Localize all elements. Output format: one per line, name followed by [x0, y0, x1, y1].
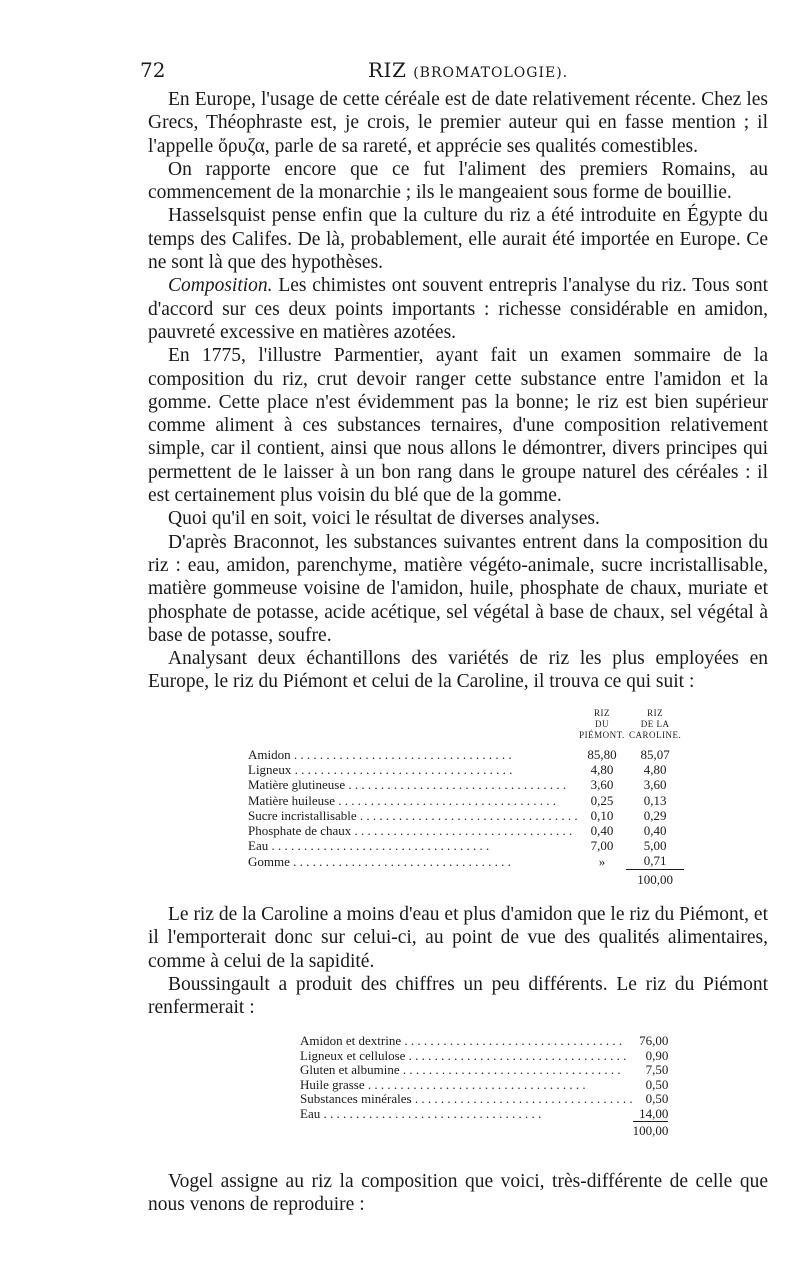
leader-dots	[335, 793, 556, 808]
leader-dots	[291, 762, 512, 777]
table-row	[248, 762, 684, 777]
table-row	[248, 747, 684, 762]
row-label: Amidon et dextrine	[300, 1034, 402, 1048]
value-piemont: 0,25	[590, 792, 614, 808]
row-label: Gluten et albumine	[300, 1063, 400, 1077]
row-label: Matière glutineuse	[248, 777, 346, 793]
paragraph-romains: On rapporte encore que ce fut l'aliment des premiers Romains, au commencement de la monarchie ; ils le mangeaient sous forme de bouillie.	[148, 158, 768, 204]
leader-dots	[268, 838, 489, 853]
row-label: Amidon	[248, 747, 291, 762]
paragraph-caroline: Le riz de la Caroline a moins d'eau et plus d'amidon que le riz du Piémont, et il l'emporterait donc sur celui-ci, au point de vue des qualités alimentaires, comme à celui de la sapidité.	[148, 904, 768, 972]
value-piemont: 0,40	[590, 823, 614, 839]
table-row	[248, 838, 684, 853]
table-row	[248, 823, 684, 838]
value-caroline: 0,71	[643, 853, 667, 869]
paragraph-analysant: Analysant deux échantillons des variétés de riz les plus employées en Europe, le riz du Piémont et celui de la Caroline, il trouva ce qui suit :	[148, 648, 768, 693]
row-label: Gomme	[248, 853, 290, 869]
composition-text: Les chimistes ont souvent entrepris l'analyse du riz. Tous sont d'accord sur ces deux points importants : richesse considérable en amidon, pauvreté excessive en matières azotées.	[148, 275, 768, 343]
table-row	[300, 1063, 668, 1078]
value-caroline: 4,80	[643, 762, 667, 778]
total-value: 100,00	[632, 1123, 669, 1138]
row-label: Phosphate de chaux	[248, 823, 352, 839]
leader-dots	[345, 777, 566, 792]
value-piemont: 7,00	[590, 838, 614, 854]
value-piemont: 4,80	[590, 762, 614, 778]
row-value: 76,00	[639, 1033, 669, 1048]
table-row	[300, 1049, 668, 1064]
value-caroline: 0,40	[643, 823, 667, 839]
value-caroline: 3,60	[643, 777, 667, 793]
row-label: Eau	[300, 1106, 321, 1121]
value-piemont: 85,80	[587, 747, 617, 762]
leader-dots	[401, 1034, 622, 1048]
paragraph-parmentier: En 1775, l'illustre Parmentier, ayant fait un examen sommaire de la composition du riz, crut devoir ranger cette substance entre l'amidon et la gomme. Cette place n'est évidemment pas la bonne; le riz est bien supérieur comme aliment à ces substances ternaires, d'une composition relativement simple, car il contient, ainsi que nous allons le démontrer, divers principes qui permettent de le laisser à un bon rang dans le groupe naturel des céréales : il est certainement plus voisin du blé que de la gomme.	[148, 345, 768, 507]
running-head	[368, 58, 568, 82]
paragraph-boussingault: Boussingault a produit des chiffres un peu différents. Le riz du Piémont renfermerait :	[148, 973, 768, 1019]
paragraph-composition	[148, 274, 768, 344]
main-text-continued	[148, 903, 768, 1019]
leader-dots	[290, 854, 511, 869]
boussingault-table	[300, 1034, 668, 1139]
row-value: 7,50	[645, 1062, 669, 1077]
value-piemont: »	[598, 853, 606, 869]
row-value: 14,00	[639, 1105, 669, 1121]
row-label: Ligneux et cellulose	[300, 1048, 406, 1063]
value-caroline: 0,29	[643, 807, 667, 823]
row-label: Ligneux	[248, 762, 292, 778]
paragraph-vogel: Vogel assigne au riz la composition que voici, très-différente de celle que nous venons de reproduire :	[148, 1171, 768, 1216]
table-row	[248, 808, 684, 823]
leader-dots	[365, 1078, 586, 1092]
col-header-piemont: RIZ DU PIÉMONT.	[579, 708, 625, 740]
paragraph-hasselsquist: Hasselsquist pense enfin que la culture du riz a été introduite en Égypte du temps des Califes. De là, probablement, elle aurait été importée en Europe. Ce ne sont là que des hypothèses.	[148, 205, 768, 274]
paragraph-analyses: Quoi qu'il en soit, voici le résultat de diverses analyses.	[168, 508, 600, 530]
table-row	[300, 1078, 668, 1093]
total-caroline: 100,00	[626, 869, 684, 887]
value-piemont: 3,60	[590, 777, 614, 793]
row-value: 0,50	[645, 1091, 669, 1106]
value-caroline: 85,07	[640, 747, 670, 762]
row-label: Huile grasse	[300, 1077, 365, 1092]
leader-dots	[405, 1049, 626, 1063]
row-value: 0,90	[645, 1047, 669, 1063]
paragraph-braconnot: D'après Braconnot, les substances suivantes entrent dans la composition du riz : eau, amidon, parenchyme, matière végéto-animale, sucre incristallisable, matière gommeuse voisine de l'amidon, huile, phosphate de chaux, muriate et phosphate de potasse, acide acétique, sel végétal à base de chaux, sel végétal à base de potasse, soufre.	[148, 531, 768, 646]
braconnot-table	[248, 708, 684, 887]
value-caroline: 5,00	[643, 838, 667, 854]
leader-dots	[320, 1107, 541, 1121]
row-label: Eau	[248, 838, 269, 854]
table-row	[248, 793, 684, 808]
table-row	[300, 1092, 668, 1107]
leader-dots	[351, 823, 572, 838]
main-text	[148, 88, 768, 694]
composition-label: Composition.	[168, 275, 273, 297]
table-header-row	[248, 708, 684, 747]
row-label: Matière huileuse	[248, 792, 335, 808]
leader-dots	[357, 808, 578, 823]
row-value: 0,50	[645, 1076, 669, 1092]
running-head-subtitle: (BROMATOLOGIE).	[413, 65, 569, 81]
table-row	[248, 853, 684, 869]
row-label: Substances minérales	[300, 1092, 412, 1106]
col-header-caroline: RIZ DE LA CAROLINE.	[628, 708, 682, 740]
page-number: 72	[140, 58, 166, 82]
value-caroline: 0,13	[643, 792, 667, 808]
running-head-title: RIZ	[368, 58, 407, 82]
total-row	[300, 1122, 668, 1139]
table-row	[300, 1107, 668, 1122]
leader-dots	[400, 1063, 621, 1077]
total-row	[248, 869, 684, 887]
leader-dots	[291, 747, 512, 762]
paragraph-europe: En Europe, l'usage de cette céréale est de date relativement récente. Chez les Grecs, Théophraste est, je crois, le premier auteur qui en fasse mention ; il l'appelle ὄρυζα, parle de sa rareté, et apprécie ses qualités comestibles.	[148, 89, 768, 157]
row-label: Sucre incristallisable	[248, 807, 357, 823]
main-text-end	[148, 1170, 768, 1217]
value-piemont: 0,10	[590, 807, 614, 823]
page-header	[140, 58, 780, 86]
leader-dots	[412, 1092, 633, 1106]
table-row	[248, 777, 684, 792]
table-row	[300, 1034, 668, 1049]
